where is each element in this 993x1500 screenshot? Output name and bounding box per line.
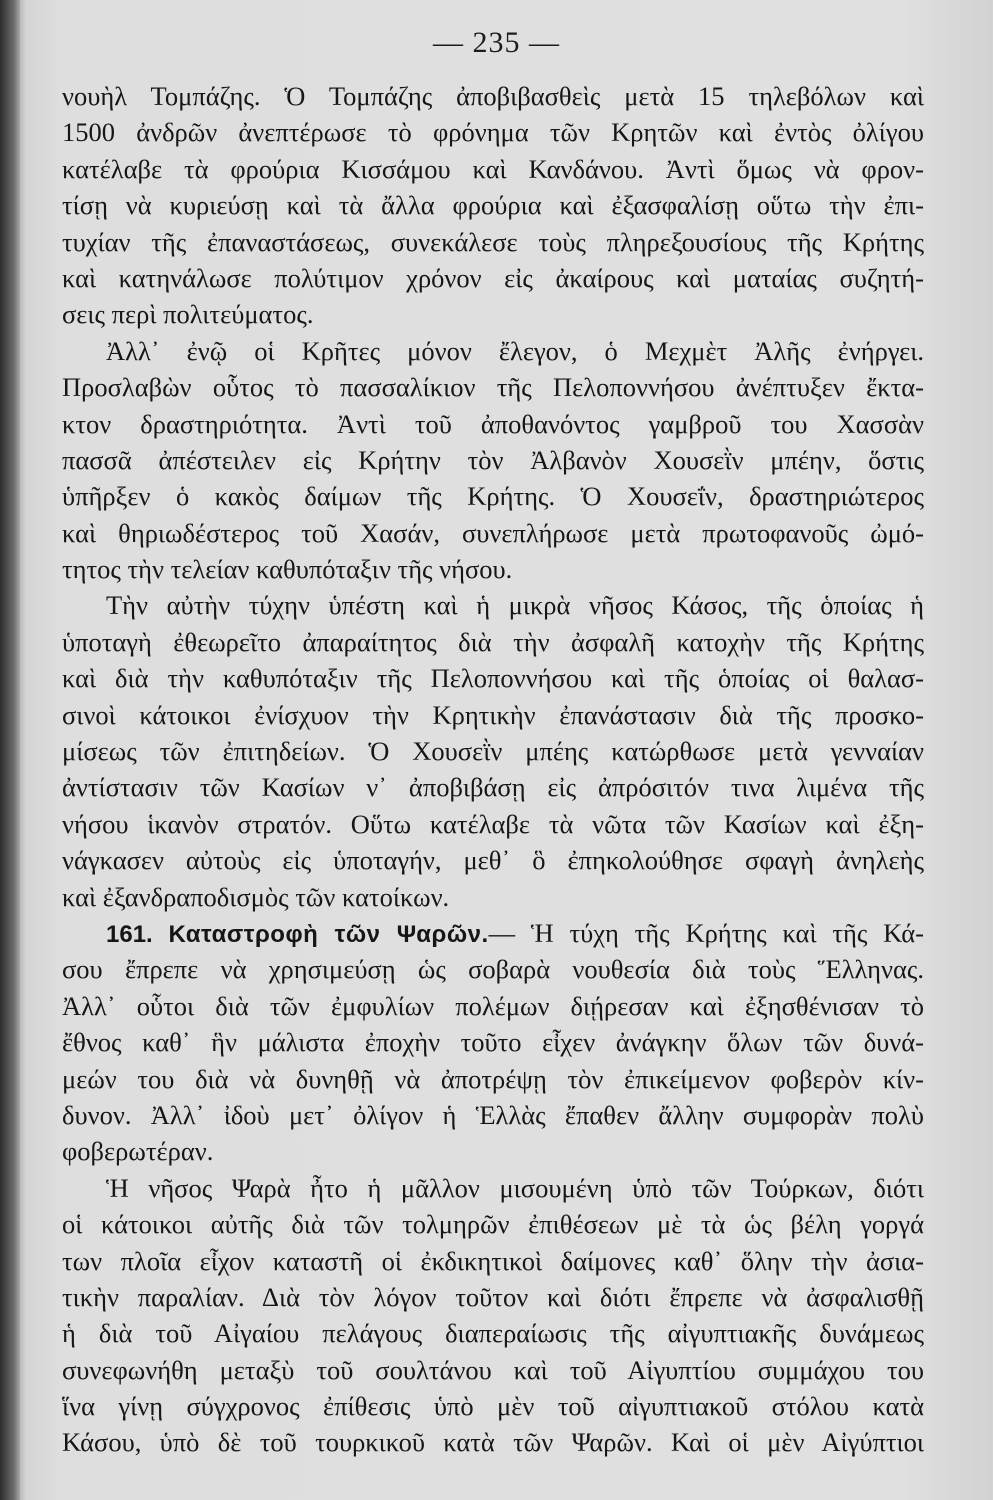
book-spine-shadow xyxy=(0,0,20,1500)
text-line: νάγκασεν αὐτοὺς εἰς ὑποταγήν, μεθ᾿ ὃ ἐπηκολούθησε σφαγὴ ἀνηλεὴς xyxy=(62,845,924,876)
page-body xyxy=(62,78,924,1461)
text-line: ὑποταγὴ ἐθεωρεῖτο ἀπαραίτητος διὰ τὴν ἀσφαλῆ κατοχὴν τῆς Κρήτης xyxy=(62,626,924,657)
text-line: σινοὶ κάτοικοι ἐνίσχυον τὴν Κρητικὴν ἐπανάστασιν διὰ τῆς προσκο- xyxy=(62,699,924,730)
text-line: νουὴλ Τομπάζης. Ὁ Τομπάζης ἀποβιβασθεὶς μετὰ 15 τηλεβόλων καὶ xyxy=(62,81,924,111)
section-title: Καταστροφὴ τῶν Ψαρῶν. xyxy=(168,920,489,948)
text-line: καὶ διὰ τὴν καθυπόταξιν τῆς Πελοποννήσου καὶ τῆς ὁποίας οἱ θαλασ- xyxy=(62,663,924,694)
text-line: Ἀλλ᾿ ἐνῷ οἱ Κρῆτες μόνον ἔλεγον, ὁ Μεχμὲτ Ἀλῆς ἐνήργει. xyxy=(106,335,924,366)
text-line: τικὴν παραλίαν. Διὰ τὸν λόγον τοῦτον καὶ διότι ἔπρεπε νὰ ἀσφαλισθῇ xyxy=(62,1281,924,1312)
text-line: κτον δραστηριότητα. Ἀντὶ τοῦ ἀποθανόντος γαμβροῦ του Χασσὰν xyxy=(62,408,924,439)
text-line: ἀντίστασιν τῶν Κασίων ν᾿ ἀποβιβάσῃ εἰς ἀπρόσιτόν τινα λιμένα τῆς xyxy=(62,772,924,803)
text-line: σεις περὶ πολιτεύματος. xyxy=(62,299,314,330)
text-line: φοβερωτέραν. xyxy=(62,1136,214,1167)
text-line: Κάσου, ὑπὸ δὲ τοῦ τουρκικοῦ κατὰ τῶν Ψαρῶν. Καὶ οἱ μὲν Αἰγύπτιοι xyxy=(62,1427,924,1458)
text-line: τίσῃ νὰ κυριεύσῃ καὶ τὰ ἄλλα φρούρια καὶ ἐξασφαλίσῃ οὕτω τὴν ἐπι- xyxy=(62,190,924,221)
text-line: Τὴν αὐτὴν τύχην ὑπέστη καὶ ἡ μικρὰ νῆσος Κάσος, τῆς ὁποίας ἡ xyxy=(106,590,924,621)
text-line: καὶ κατηνάλωσε πολύτιμον χρόνον εἰς ἀκαίρους καὶ ματαίας συζητή- xyxy=(62,262,924,293)
text-line: Ἀλλ᾿ οὗτοι διὰ τῶν ἐμφυλίων πολέμων διῄρεσαν καὶ ἐξησθένισαν τὸ xyxy=(62,990,924,1021)
text-line: καὶ θηριωδέστερος τοῦ Χασάν, συνεπλήρωσε μετὰ πρωτοφανοῦς ὠμό- xyxy=(62,517,924,548)
text-line: δυνον. Ἀλλ᾿ ἰδοὺ μετ᾿ ὀλίγον ἡ Ἑλλὰς ἔπαθεν ἄλλην συμφορὰν πολὺ xyxy=(62,1099,924,1130)
text-line: των πλοῖα εἶχον καταστῆ οἱ ἐκδικητικοὶ δαίμονες καθ᾿ ὅλην τὴν ἀσια- xyxy=(62,1245,924,1276)
text-line: τυχίαν τῆς ἐπαναστάσεως, συνεκάλεσε τοὺς πληρεξουσίους τῆς Κρήτης xyxy=(62,226,924,257)
text-line: ἵνα γίνῃ σύγχρονος ἐπίθεσις ὑπὸ μὲν τοῦ αἰγυπτιακοῦ στόλου κατὰ xyxy=(62,1391,924,1422)
text-line: Ἡ νῆσος Ψαρὰ ἦτο ἡ μᾶλλον μισουμένη ὑπὸ τῶν Τούρκων, διότι xyxy=(106,1172,924,1203)
section-number: 161. xyxy=(106,920,153,948)
text-line: 1500 ἀνδρῶν ἀνεπτέρωσε τὸ φρόνημα τῶν Κρητῶν καὶ ἐντὸς ὀλίγου xyxy=(62,117,924,148)
text-line: ἔθνος καθ᾿ ἣν μάλιστα ἐποχὴν τοῦτο εἶχεν ἀνάγκην ὅλων τῶν δυνά- xyxy=(62,1027,924,1058)
section-heading-line xyxy=(62,915,924,951)
page-number: — 235 — xyxy=(433,26,560,59)
text-line: καὶ ἐξανδραποδισμὸς τῶν κατοίκων. xyxy=(62,881,450,912)
text-line: τητος τὴν τελείαν καθυπόταξιν τῆς νήσου. xyxy=(62,554,513,585)
text-line: συνεφωνήθη μεταξὺ τοῦ σουλτάνου καὶ τοῦ Αἰγυπτίου συμμάχου του xyxy=(62,1354,924,1385)
text-line: ὑπῆρξεν ὁ κακὸς δαίμων τῆς Κρήτης. Ὁ Χουσεΐν, δραστηριώτερος xyxy=(62,481,924,512)
text-line: μίσεως τῶν ἐπιτηδείων. Ὁ Χουσεῒν μπέης κατώρθωσε μετὰ γενναίαν xyxy=(62,736,924,767)
section-first-line-text: — Ἡ τύχη τῆς Κρήτης καὶ τῆς Κά- xyxy=(488,917,924,948)
text-line: νήσου ἱκανὸν στρατόν. Οὕτω κατέλαβε τὰ νῶτα τῶν Κασίων καὶ ἐξη- xyxy=(62,808,924,839)
text-line: πασσᾶ ἀπέστειλεν εἰς Κρήτην τὸν Ἀλβανὸν Χουσεῒν μπέην, ὅστις xyxy=(62,444,924,475)
text-line: σου ἔπρεπε νὰ χρησιμεύσῃ ὡς σοβαρὰ νουθεσία διὰ τοὺς Ἕλληνας. xyxy=(62,954,924,985)
text-line: οἱ κάτοικοι αὐτῆς διὰ τῶν τολμηρῶν ἐπιθέσεων μὲ τὰ ὡς βέλη γοργά xyxy=(62,1209,924,1240)
text-line: κατέλαβε τὰ φρούρια Κισσάμου καὶ Κανδάνου. Ἀντὶ ὅμως νὰ φρον- xyxy=(62,153,924,184)
text-line: μεών του διὰ νὰ δυνηθῇ νὰ ἀποτρέψῃ τὸν ἐπικείμενον φοβερὸν κίν- xyxy=(62,1063,924,1094)
text-line: Προσλαβὼν οὗτος τὸ πασσαλίκιον τῆς Πελοποννήσου ἀνέπτυξεν ἔκτα- xyxy=(62,372,924,403)
text-line: ἡ διὰ τοῦ Αἰγαίου πελάγους διαπεραίωσις τῆς αἰγυπτιακῆς δυνάμεως xyxy=(62,1318,924,1349)
